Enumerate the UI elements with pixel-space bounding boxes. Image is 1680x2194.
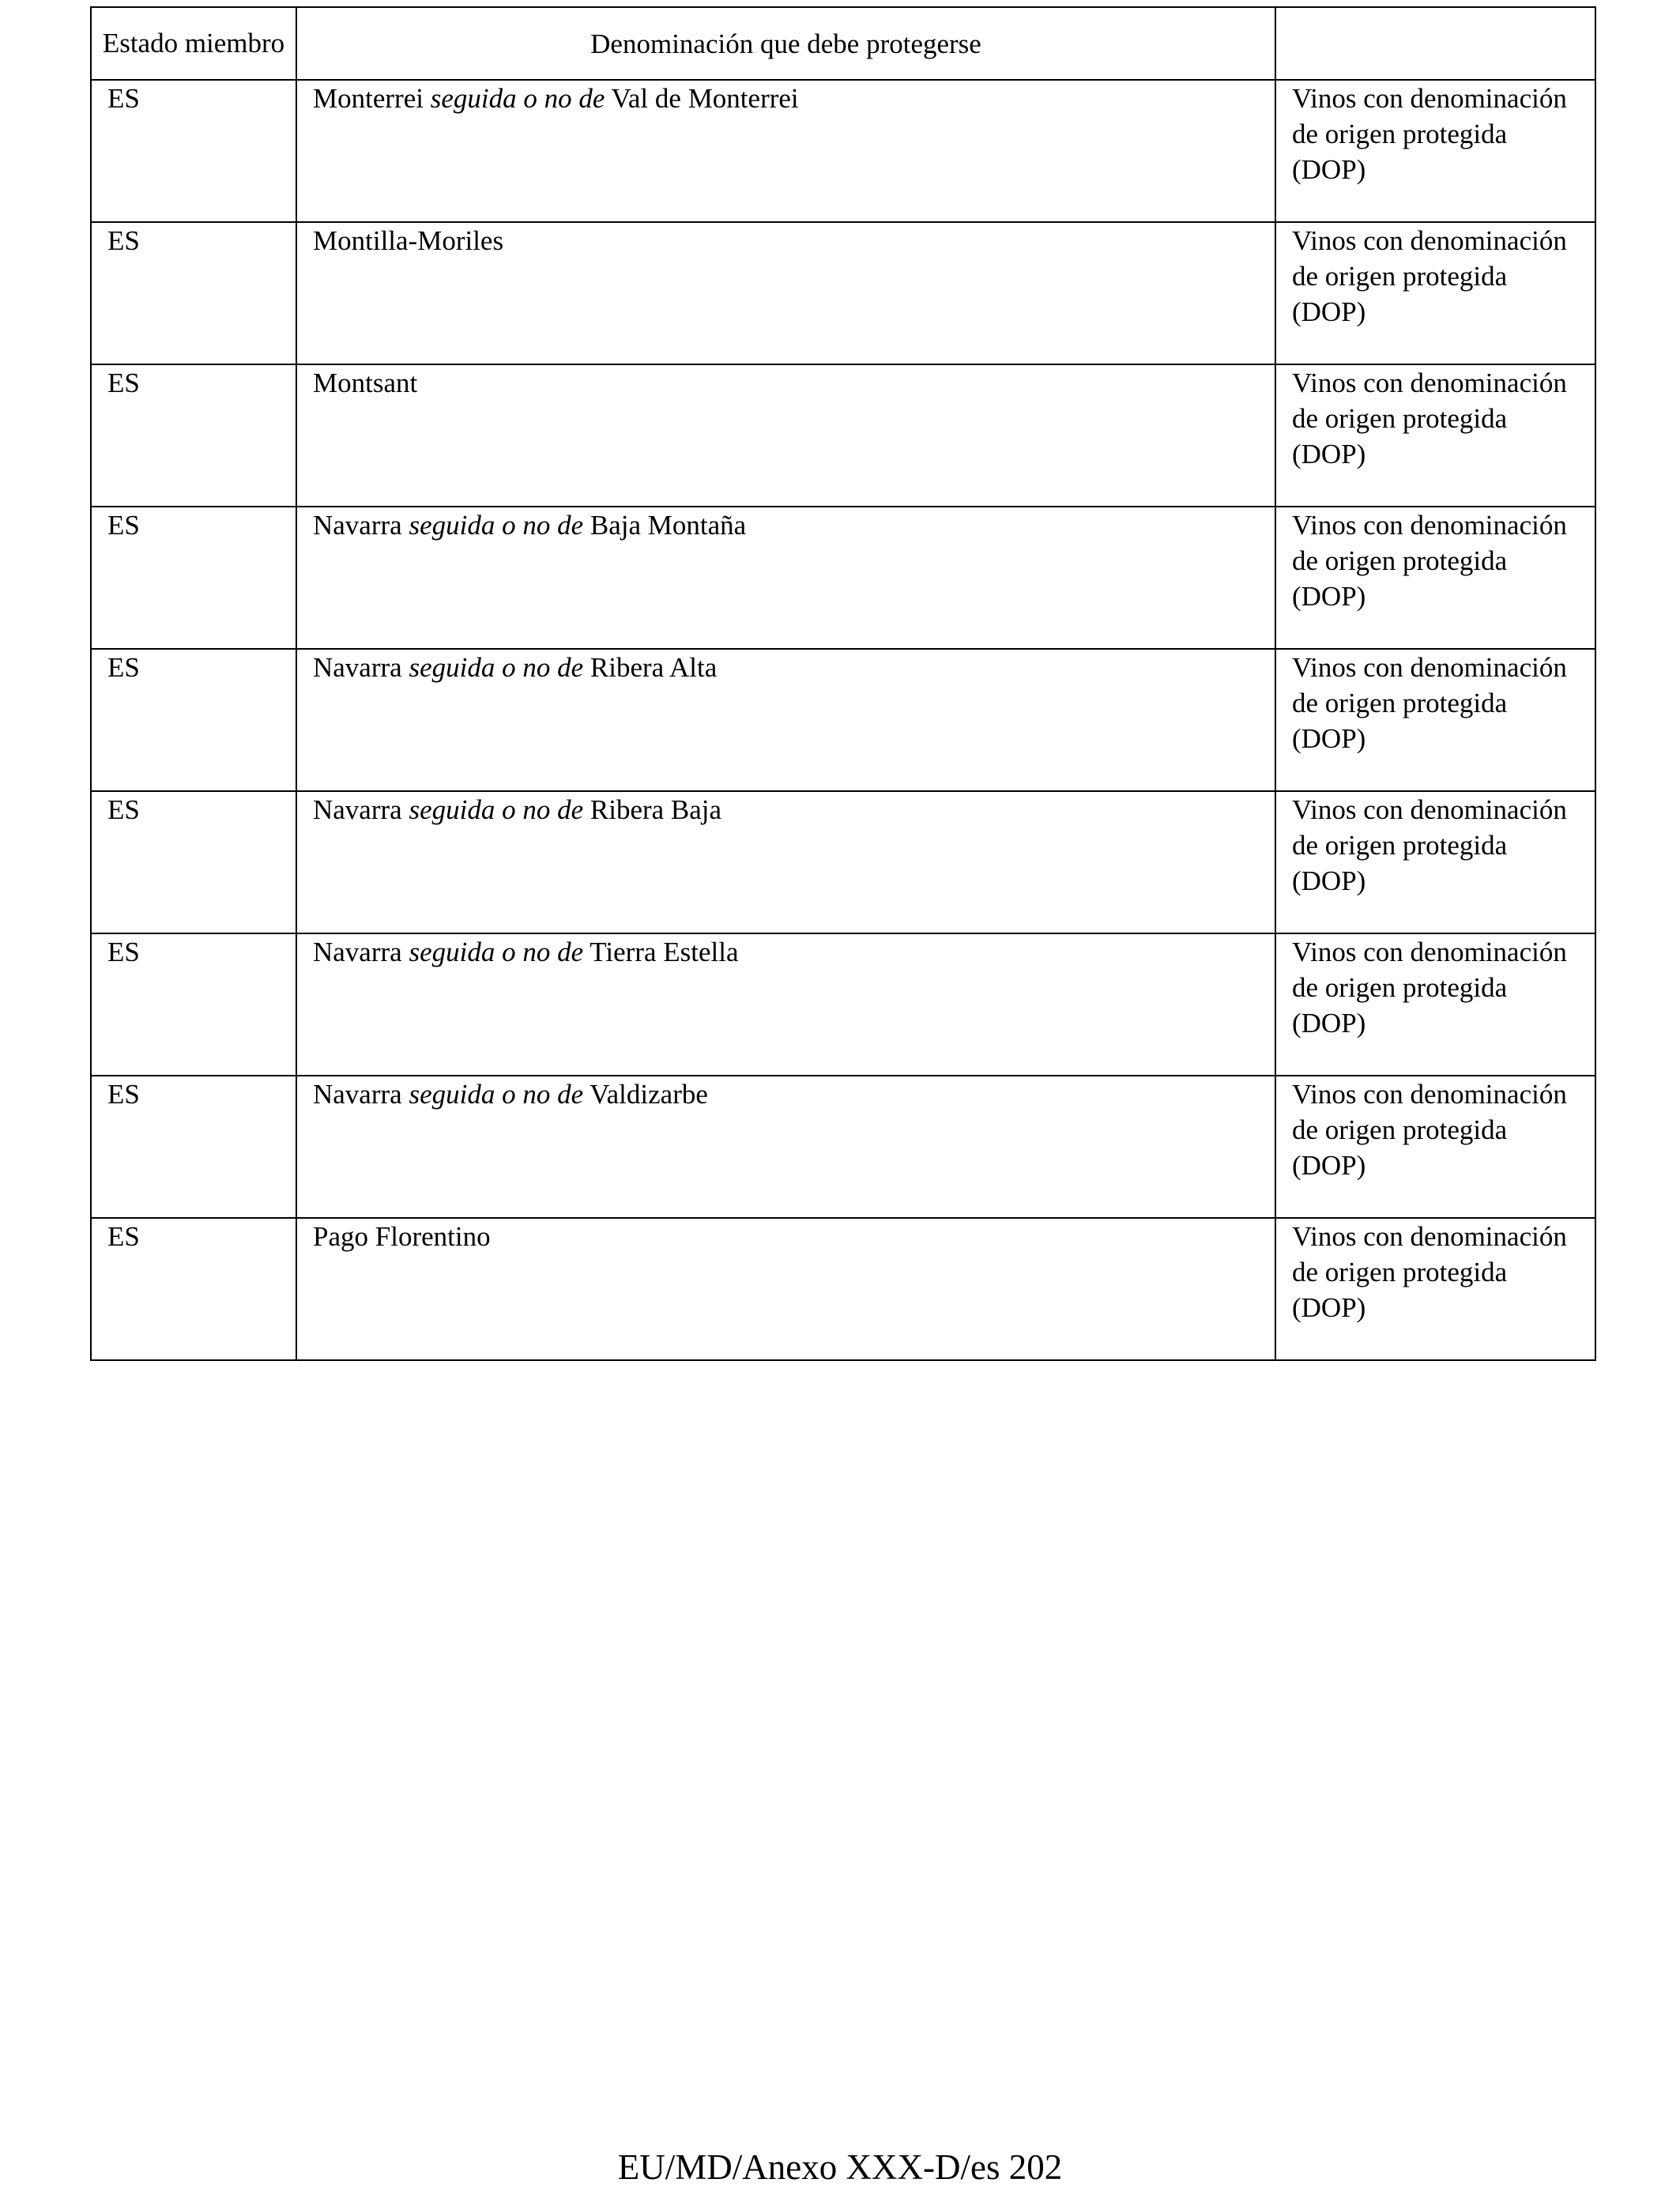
name-connector: seguida o no de (409, 794, 584, 825)
category-cell: Vinos con denominación de origen protegida (DOP) (1275, 222, 1595, 364)
protected-name-cell (296, 364, 1275, 507)
header-member-state: Estado miembro (91, 7, 296, 80)
name-connector: seguida o no de (409, 652, 584, 683)
member-state-cell: ES (91, 791, 296, 933)
name-suffix: Ribera Alta (590, 652, 718, 683)
category-cell: Vinos con denominación de origen protegida (DOP) (1275, 80, 1595, 222)
table-body (91, 80, 1595, 1360)
table-row (91, 1076, 1595, 1218)
category-cell: Vinos con denominación de origen protegida (DOP) (1275, 364, 1595, 507)
member-state-cell: ES (91, 364, 296, 507)
category-cell: Vinos con denominación de origen protegida (DOP) (1275, 1218, 1595, 1360)
member-state-cell: ES (91, 507, 296, 649)
category-cell: Vinos con denominación de origen protegida (DOP) (1275, 649, 1595, 791)
header-protected-name: Denominación que debe protegerse (296, 7, 1275, 80)
protected-name-cell (296, 507, 1275, 649)
table-row (91, 364, 1595, 507)
protected-names-table (90, 6, 1596, 1361)
name-base: Navarra (313, 510, 402, 541)
name-connector: seguida o no de (409, 510, 584, 541)
table-row (91, 649, 1595, 791)
member-state-cell: ES (91, 222, 296, 364)
name-suffix: Tierra Estella (590, 937, 739, 967)
name-base: Navarra (313, 794, 402, 825)
protected-name-cell (296, 649, 1275, 791)
name-connector: seguida o no de (409, 1079, 584, 1110)
header-category (1275, 7, 1595, 80)
member-state-cell: ES (91, 80, 296, 222)
name-connector: seguida o no de (430, 83, 605, 114)
member-state-cell: ES (91, 933, 296, 1076)
table-row (91, 1218, 1595, 1360)
name-base: Montilla-Moriles (313, 225, 504, 256)
table-row (91, 933, 1595, 1076)
table-header-row (91, 7, 1595, 80)
protected-name-cell (296, 933, 1275, 1076)
name-suffix: Ribera Baja (590, 794, 722, 825)
name-base: Montsant (313, 368, 418, 398)
name-base: Navarra (313, 937, 402, 967)
protected-name-cell (296, 222, 1275, 364)
protected-name-cell (296, 80, 1275, 222)
name-suffix: Baja Montaña (590, 510, 747, 541)
table-row (91, 222, 1595, 364)
name-suffix: Valdizarbe (590, 1079, 708, 1110)
category-cell: Vinos con denominación de origen protegida (DOP) (1275, 791, 1595, 933)
name-suffix: Val de Monterrei (611, 83, 799, 114)
category-cell: Vinos con denominación de origen protegida (DOP) (1275, 507, 1595, 649)
page-footer-reference: EU/MD/Anexo XXX-D/es 202 (617, 2147, 1063, 2187)
protected-name-cell (296, 791, 1275, 933)
category-cell: Vinos con denominación de origen protegida (DOP) (1275, 1076, 1595, 1218)
member-state-cell: ES (91, 649, 296, 791)
member-state-cell: ES (91, 1218, 296, 1360)
name-connector: seguida o no de (409, 937, 584, 967)
protected-name-cell (296, 1218, 1275, 1360)
member-state-cell: ES (91, 1076, 296, 1218)
table-row (91, 80, 1595, 222)
name-base: Monterrei (313, 83, 424, 114)
table-row (91, 791, 1595, 933)
name-base: Navarra (313, 652, 402, 683)
category-cell: Vinos con denominación de origen protegida (DOP) (1275, 933, 1595, 1076)
table-row (91, 507, 1595, 649)
protected-name-cell (296, 1076, 1275, 1218)
name-base: Navarra (313, 1079, 402, 1110)
table-header (91, 7, 1595, 80)
name-base: Pago Florentino (313, 1221, 491, 1252)
